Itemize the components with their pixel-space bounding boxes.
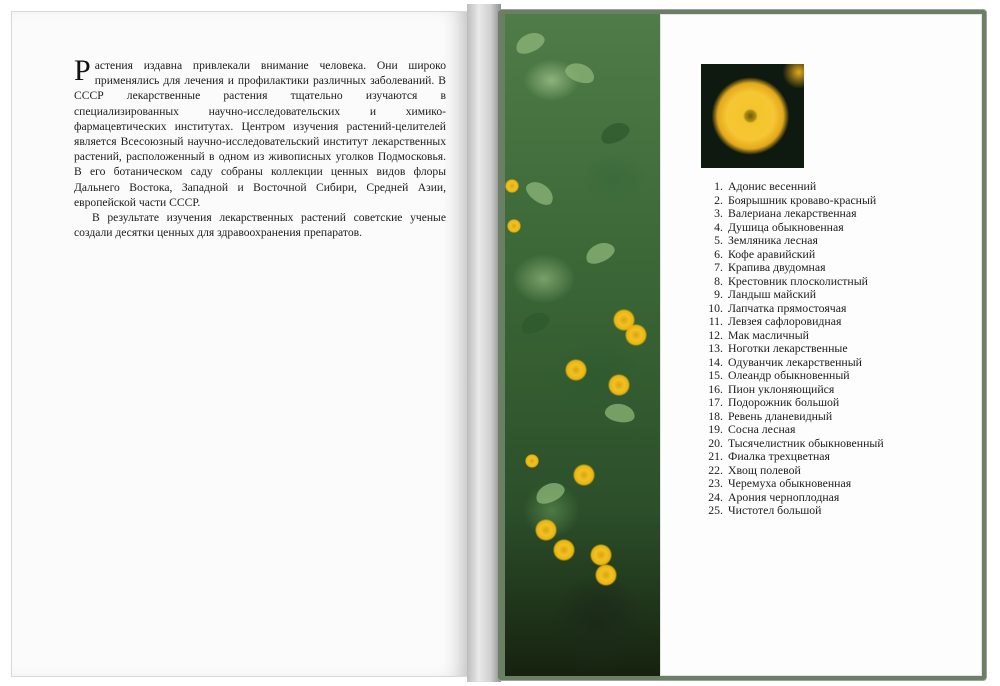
plant-number: 4. [714, 219, 723, 234]
plant-list-item [703, 423, 884, 437]
plant-name: Лапчатка прямостоячая [728, 300, 847, 315]
plant-number: 16. [708, 381, 723, 396]
plant-number: 23. [708, 476, 723, 490]
plant-list-item [703, 369, 884, 383]
plant-list-item [703, 464, 884, 478]
flower-shape [595, 564, 617, 586]
plant-name: Черемуха обыкновенная [728, 476, 852, 490]
plant-number: 19. [708, 422, 723, 436]
plant-name: Ревень дланевидный [728, 408, 833, 423]
plant-number: 8. [714, 273, 723, 288]
plant-number: 12. [708, 327, 723, 342]
plant-name: Арония черноплодная [728, 489, 840, 504]
plant-number: 15. [708, 368, 723, 382]
plant-name: Тысячелистник обыкновенный [728, 435, 884, 450]
plant-list-item [703, 477, 884, 491]
plant-list-item [703, 342, 884, 356]
leaf-shape [513, 29, 548, 58]
plant-list-item [703, 194, 884, 208]
plant-name: Валериана лекарственная [728, 206, 857, 220]
plant-name: Адонис весенний [728, 179, 817, 193]
plant-list-item [703, 491, 884, 505]
plant-number: 20. [708, 435, 723, 450]
plant-list-item [703, 248, 884, 262]
plant-list-item [703, 396, 884, 410]
plant-name: Ландыш майский [728, 287, 817, 301]
plant-list-item [703, 410, 884, 424]
plant-list-item [703, 302, 884, 316]
plant-number: 7. [714, 260, 723, 274]
plant-number: 9. [714, 287, 723, 301]
plant-number: 11. [708, 314, 723, 328]
plant-list-item [703, 221, 884, 235]
plant-list-item [703, 207, 884, 221]
plant-list-item [703, 450, 884, 464]
leaf-shape [604, 402, 637, 425]
plant-number: 2. [714, 192, 723, 207]
flower-shape [590, 544, 612, 566]
plant-list-item [703, 288, 884, 302]
plant-number: 21. [708, 449, 723, 463]
plant-name: Чистотел большой [728, 503, 822, 517]
flower-shape [608, 374, 630, 396]
flower-shape [553, 539, 575, 561]
booklet-spine [467, 4, 501, 682]
plant-name: Ноготки лекарственные [728, 341, 848, 355]
flower-shape [625, 324, 647, 346]
leaf-shape [518, 309, 553, 338]
plant-list-item [703, 234, 884, 248]
leaf-shape [563, 59, 597, 86]
plant-name: Фиалка трехцветная [728, 449, 830, 463]
leaf-shape [598, 119, 633, 148]
plant-number: 1. [714, 179, 723, 193]
plant-name: Пион уклоняющийся [728, 381, 835, 396]
plant-list-item [703, 329, 884, 343]
plant-name: Мак масличный [728, 327, 809, 342]
plant-list-item [703, 504, 884, 518]
leaf-shape [533, 479, 568, 508]
plant-name: Душица обыкновенная [728, 219, 844, 234]
drop-cap: Р [74, 54, 91, 87]
plant-number: 14. [708, 354, 723, 369]
plant-list-item [703, 275, 884, 289]
flower-shape [525, 454, 539, 468]
intro-paragraph-1-text: астения издавна привлекали внимание человека. Они широко применялись для лечения и профилактики различных заболеваний. В СССР лекарственные растения тщательно изучаются в специализированных научно-исследовательских и химико-фармацевтических институтах. Центром изучения растений-целителей является Всесоюзный научно-исследовательский институт лекарственных растений, расположенный в одном из живописных уголков Подмосковья. В его ботаническом саду собраны коллекции ценных видов флоры Дальнего Востока, Западной и Восточной Сибири, Средней Азии, европейской части СССР. [74, 59, 446, 209]
leaf-shape [523, 177, 558, 209]
plant-number: 10. [708, 300, 723, 315]
plant-name: Левзея сафлоровидная [728, 314, 842, 328]
plant-list-item [703, 180, 884, 194]
plant-name: Боярышник кроваво-красный [728, 192, 877, 207]
plant-number: 5. [714, 233, 723, 247]
intro-paragraph-1 [74, 54, 446, 210]
plant-number: 6. [714, 246, 723, 261]
flower-shape [535, 519, 557, 541]
plant-number: 22. [708, 462, 723, 477]
intro-text [74, 54, 446, 240]
plant-name: Хвощ полевой [728, 462, 801, 477]
plant-number: 3. [714, 206, 723, 220]
plant-number: 25. [708, 503, 723, 517]
plant-number: 13. [708, 341, 723, 355]
plant-list [703, 180, 884, 518]
leaf-shape [583, 239, 618, 268]
plant-number: 24. [708, 489, 723, 504]
plant-name: Кофе аравийский [728, 246, 816, 261]
plant-list-item [703, 315, 884, 329]
adonis-thumbnail [701, 64, 804, 168]
plant-list-item [703, 383, 884, 397]
plant-number: 18. [708, 408, 723, 423]
plant-name: Земляника лесная [728, 233, 818, 247]
plant-list-item [703, 261, 884, 275]
plant-number: 17. [708, 395, 723, 409]
flower-shape [573, 464, 595, 486]
plant-list-item [703, 437, 884, 451]
plant-list-item [703, 356, 884, 370]
flower-shape [565, 359, 587, 381]
flower-shape [505, 179, 519, 193]
plant-name: Крапива двудомная [728, 260, 826, 274]
intro-paragraph-2: В результате изучения лекарственных растений советские ученые создали десятки ценных для здравоохранения препаратов. [74, 211, 446, 240]
flower-shape [507, 219, 521, 233]
celandine-photo [505, 14, 660, 676]
plant-name: Крестовник плосколистный [728, 273, 868, 288]
plant-name: Олеандр обыкновенный [728, 368, 850, 382]
plant-name: Сосна лесная [728, 422, 796, 436]
plant-name: Подорожник большой [728, 395, 840, 409]
plant-name: Одуванчик лекарственный [728, 354, 862, 369]
left-page [12, 12, 467, 676]
